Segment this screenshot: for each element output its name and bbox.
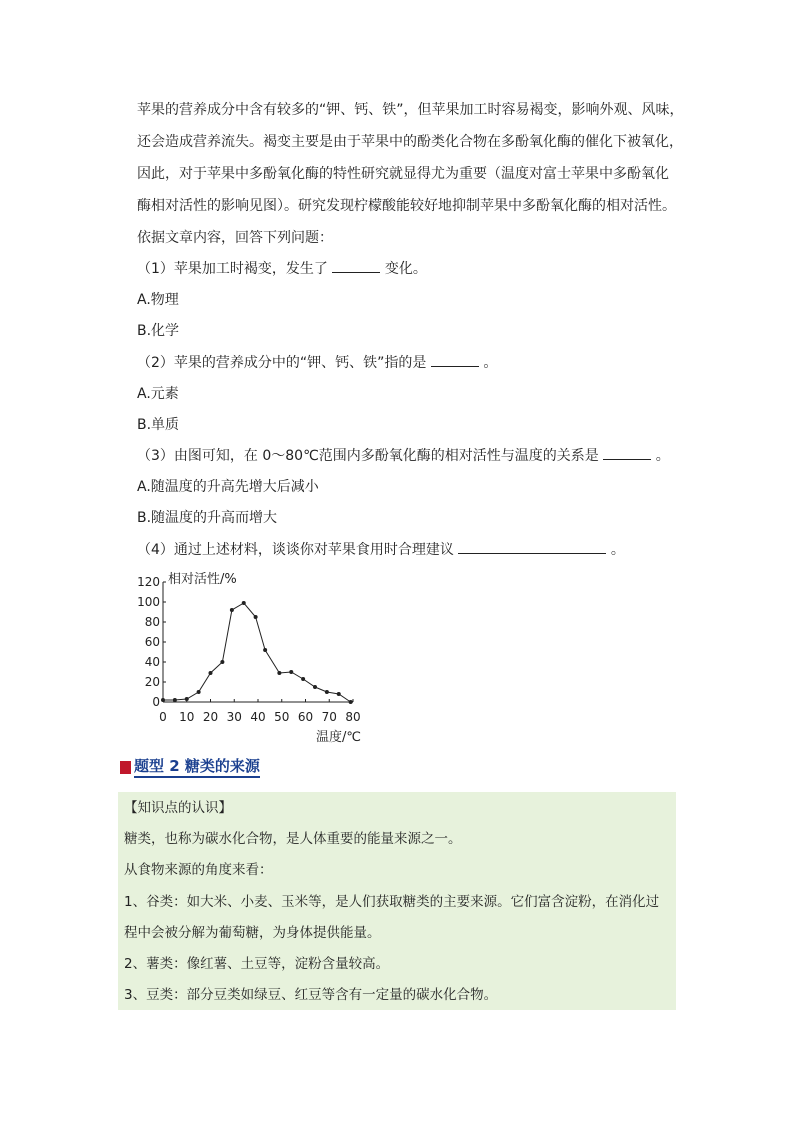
question-stem-text: （2）苹果的营养成分中的“钾、钙、铁”指的是 (137, 355, 427, 371)
knowledge-line: 从食物来源的角度来看： (124, 862, 273, 878)
y-tick-label: 60 (144, 635, 160, 649)
data-point (161, 698, 165, 702)
y-axis-label: 相对活性/% (168, 572, 237, 587)
article-line: 苹果的营养成分中含有较多的“钾、钙、铁”，但苹果加工时容易褐变，影响外观、风味， (137, 102, 684, 118)
question-stem-text: （1）苹果加工时褐变，发生了 (137, 261, 328, 277)
option-b[interactable]: B.单质 (137, 417, 180, 433)
answer-blank[interactable] (458, 553, 606, 554)
data-point (242, 601, 246, 605)
question-stem (137, 259, 427, 279)
article-line: 因此，对于苹果中多酚氧化酶的特性研究就显得尤为重要（温度对富士苹果中多酚氧化 (137, 166, 669, 182)
x-tick-label: 20 (202, 710, 219, 724)
knowledge-line: 1、谷类：如大米、小麦、玉米等，是人们获取糖类的主要来源。它们富含淀粉，在消化过 (124, 894, 660, 910)
answer-blank[interactable] (603, 459, 651, 460)
article-line: 依据文章内容，回答下列问题： (137, 230, 333, 246)
data-point (197, 690, 201, 694)
x-tick-label: 40 (250, 710, 266, 724)
y-tick-label: 120 (137, 575, 160, 589)
y-tick-label: 100 (137, 595, 160, 609)
article-line: 还会造成营养流失。褐变主要是由于苹果中的酚类化合物在多酚氧化酶的催化下被氧化， (137, 134, 683, 150)
activity-temperature-chart (128, 566, 388, 750)
answer-blank[interactable] (332, 272, 380, 273)
y-tick-label: 20 (144, 675, 160, 689)
data-point (263, 648, 267, 652)
x-tick-label: 0 (159, 710, 167, 724)
answer-blank[interactable] (431, 366, 479, 367)
question-stem-end: 变化。 (384, 261, 427, 277)
data-point (277, 671, 281, 675)
data-point (220, 660, 224, 664)
x-tick-label: 60 (297, 710, 314, 724)
x-tick-label: 70 (321, 710, 337, 724)
data-point (254, 615, 258, 619)
data-point (173, 698, 177, 702)
data-point (289, 670, 293, 674)
question-stem-end: 。 (610, 542, 625, 558)
data-point (185, 697, 189, 701)
section-title: 题型 2 糖类的来源 (134, 757, 260, 778)
data-point (349, 700, 353, 704)
data-point (209, 671, 213, 675)
data-point (325, 690, 329, 694)
data-point (230, 608, 234, 612)
knowledge-line: 3、豆类：部分豆类如绿豆、红豆等含有一定量的碳水化合物。 (124, 987, 498, 1003)
option-a[interactable]: A.元素 (137, 386, 179, 402)
option-a[interactable]: A.物理 (137, 292, 179, 308)
knowledge-line: 2、薯类：像红薯、土豆等，淀粉含量较高。 (124, 956, 390, 972)
knowledge-box (118, 792, 676, 1010)
question-stem-end: 。 (483, 355, 498, 371)
y-tick-label: 0 (152, 695, 160, 709)
x-tick-label: 10 (179, 710, 195, 724)
x-axis-label: 温度/℃ (316, 730, 361, 745)
knowledge-line: 程中会被分解为葡萄糖，为身体提供能量。 (124, 925, 381, 941)
knowledge-line: 糖类，也称为碳水化合物，是人体重要的能量来源之一。 (124, 831, 462, 847)
data-point (313, 685, 317, 689)
option-b[interactable]: B.随温度的升高而增大 (137, 510, 278, 526)
data-point (301, 677, 305, 681)
option-b[interactable]: B.化学 (137, 323, 180, 339)
article-line: 酶相对活性的影响见图）。研究发现柠檬酸能较好地抑制苹果中多酚氧化酶的相对活性。 (137, 198, 676, 214)
knowledge-heading: 【知识点的认识】 (124, 800, 232, 816)
x-tick-label: 50 (274, 710, 290, 724)
question-stem-text: （3）由图可知，在 0～80℃范围内多酚氧化酶的相对活性与温度的关系是 (137, 448, 599, 464)
section-heading (120, 757, 260, 778)
x-tick-label: 30 (226, 710, 242, 724)
data-point (337, 692, 341, 696)
question-stem (137, 446, 670, 466)
option-a[interactable]: A.随温度的升高先增大后减小 (137, 479, 319, 495)
question-stem-text: （4）通过上述材料，谈谈你对苹果食用时合理建议 (137, 542, 454, 558)
y-tick-label: 80 (144, 615, 160, 629)
y-tick-label: 40 (144, 655, 160, 669)
x-tick-label: 80 (345, 710, 361, 724)
question-stem (137, 540, 625, 560)
question-stem (137, 353, 497, 373)
question-stem-end: 。 (655, 448, 670, 464)
section-marker (120, 761, 131, 774)
